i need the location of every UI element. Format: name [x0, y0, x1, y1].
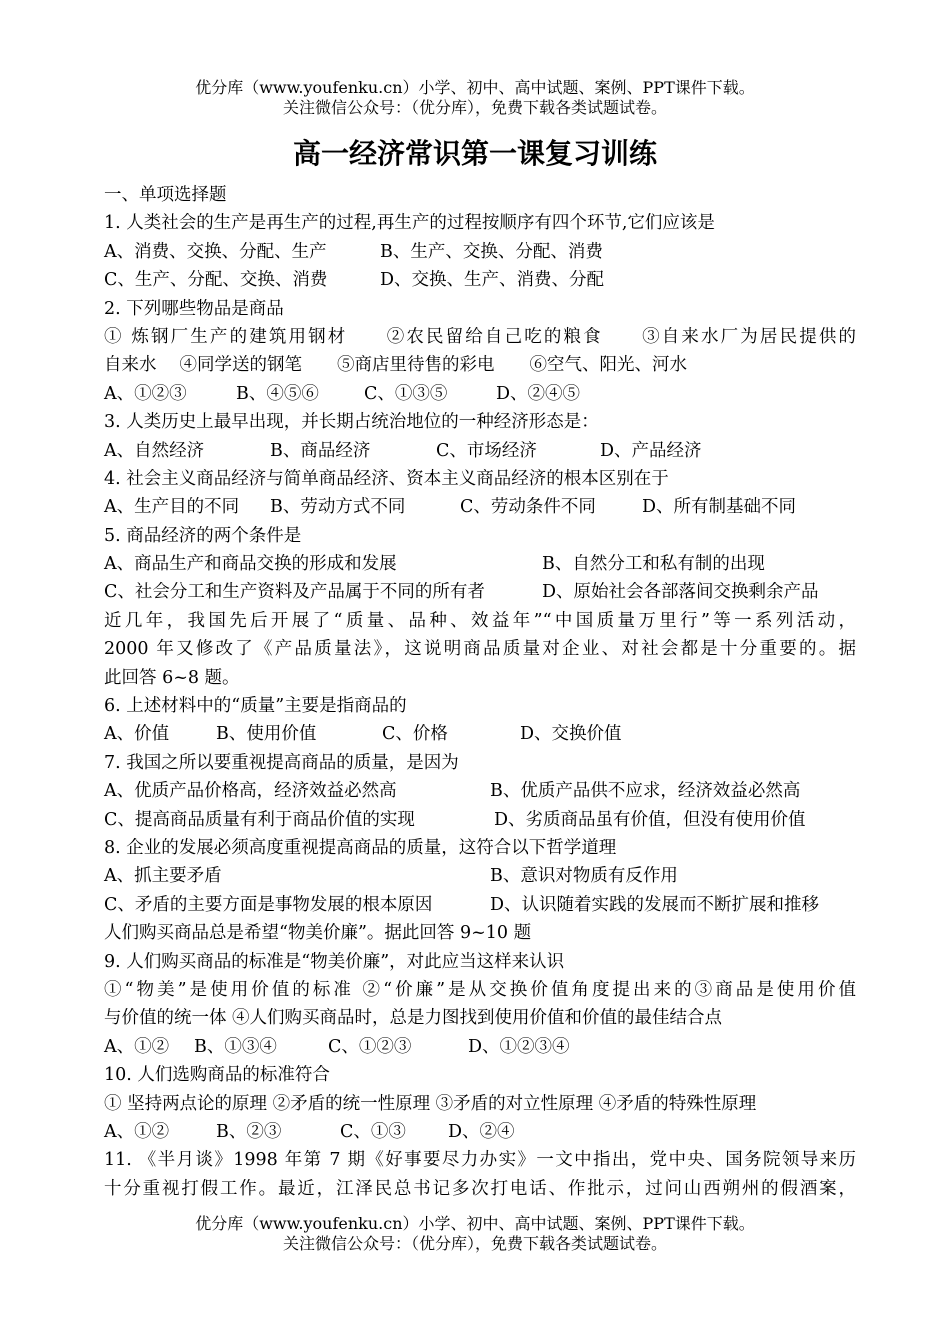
q9-stem: 9. 人们购买商品的标准是“物美价廉”，对此应当这样来认识: [104, 951, 565, 972]
q10-option-c: C、①③: [340, 1121, 406, 1142]
q2-items-line-2: 自来水 ④同学送的钢笔 ⑤商店里待售的彩电 ⑥空气、阳光、河水: [104, 355, 688, 376]
q7-options-row-2: [104, 806, 856, 834]
q9-items-line-1: ①“物美”是使用价值的标准 ②“价廉”是从交换价值角度提出来的③商品是使用价值: [104, 979, 856, 1000]
q3-option-a: A、自然经济: [104, 440, 205, 461]
q3-option-d: D、产品经济: [600, 440, 702, 461]
q5-options-row-1: [104, 550, 856, 578]
q5-option-b: B、自然分工和私有制的出现: [542, 554, 765, 575]
q2-stem: 2. 下列哪些物品是商品: [104, 298, 284, 319]
q8-option-d: D、认识随着实践的发展而不断扩展和推移: [490, 894, 820, 915]
material-1-line-1: 近几年，我国先后开展了“质量、品种、效益年”“中国质量万里行”等一系列活动，: [104, 610, 856, 631]
q6-option-c: C、价格: [382, 724, 448, 745]
q2-items-line-1: ① 炼钢厂生产的建筑用钢材 ②农民留给自己吃的粮食 ③自来水厂为居民提供的: [104, 326, 856, 347]
q7-option-a: A、优质产品价格高，经济效益必然高: [104, 781, 397, 802]
q4-option-c: C、劳动条件不同: [460, 497, 596, 518]
q3-stem: 3. 人类历史上最早出现，并长期占统治地位的一种经济形态是：: [104, 412, 599, 433]
q4-option-d: D、所有制基础不同: [642, 497, 797, 518]
q8-options-row-2: [104, 891, 856, 919]
q10-option-b: B、②③: [216, 1121, 282, 1142]
q2-option-d: D、②④⑤: [496, 383, 581, 404]
q9-option-d: D、①②③④: [468, 1036, 570, 1057]
q8-option-c: C、矛盾的主要方面是事物发展的根本原因: [104, 894, 433, 915]
q5-options-row-2: [104, 578, 856, 606]
header-line-2: 关注微信公众号：（优分库），免费下载各类试题试卷。: [282, 98, 667, 117]
q7-option-b: B、优质产品供不应求，经济效益必然高: [490, 781, 801, 802]
question-body: [104, 181, 856, 1203]
q7-stem: 7. 我国之所以要重视提高商品的质量，是因为: [104, 752, 459, 773]
q8-options-row-1: [104, 862, 856, 890]
q2-option-a: A、①②③: [104, 383, 187, 404]
q3-option-b: B、商品经济: [270, 440, 371, 461]
q11-line-1: 11. 《半月谈》1998 年第 7 期《好事要尽力办实》一文中指出，党中央、国务院领导来历: [104, 1150, 856, 1171]
q5-stem: 5. 商品经济的两个条件是: [104, 525, 302, 546]
material-2: 人们购买商品总是希望“物美价廉”。据此回答 9~10 题: [104, 923, 532, 944]
header-line-1: 优分库（www.youfenku.cn）小学、初中、高中试题、案例、PPT课件下载。: [195, 78, 755, 97]
q2-option-c: C、①③⑤: [364, 383, 448, 404]
section-heading: 一、单项选择题: [104, 185, 227, 205]
q1-option-a: A、消费、交换、分配、生产: [104, 241, 327, 262]
q7-options-row-1: [104, 777, 856, 805]
q1-options-row-2: [104, 266, 856, 294]
q10-stem: 10. 人们选购商品的标准符合: [104, 1065, 330, 1086]
q8-option-a: A、抓主要矛盾: [104, 866, 222, 887]
q11-line-2: 十分重视打假工作。最近，江泽民总书记多次打电话、作批示，过问山西朔州的假酒案，: [104, 1178, 856, 1199]
q3-options-row: [104, 437, 856, 465]
material-1-line-2: 2000 年又修改了《产品质量法》，这说明商品质量对企业、对社会都是十分重要的。据: [104, 639, 856, 660]
q4-option-b: B、劳动方式不同: [270, 497, 406, 518]
q8-stem: 8. 企业的发展必须高度重视提高商品的质量，这符合以下哲学道理: [104, 837, 617, 858]
q6-options-row: [104, 720, 856, 748]
q10-options-row: [104, 1118, 856, 1146]
q5-option-a: A、商品生产和商品交换的形成和发展: [104, 554, 397, 575]
footer-line-1: 优分库（www.youfenku.cn）小学、初中、高中试题、案例、PPT课件下载。: [195, 1214, 755, 1233]
q9-option-b: B、①③④: [194, 1036, 277, 1057]
q6-option-b: B、使用价值: [216, 724, 317, 745]
q5-option-c: C、社会分工和生产资料及产品属于不同的所有者: [104, 582, 485, 603]
q6-option-a: A、价值: [104, 724, 170, 745]
q10-option-d: D、②④: [448, 1121, 515, 1142]
q7-option-d: D、劣质商品虽有价值，但没有使用价值: [494, 809, 806, 830]
q10-option-a: A、①②: [104, 1121, 170, 1142]
q9-option-a: A、①②: [104, 1036, 170, 1057]
q1-options-row-1: [104, 238, 856, 266]
footer-line-2: 关注微信公众号：（优分库），免费下载各类试题试卷。: [282, 1234, 667, 1253]
q9-options-row: [104, 1033, 856, 1061]
q4-stem: 4. 社会主义商品经济与简单商品经济、资本主义商品经济的根本区别在于: [104, 468, 669, 489]
material-1-line-3: 此回答 6~8 题。: [104, 667, 240, 688]
q1-option-c: C、生产、分配、交换、消费: [104, 270, 328, 291]
q1-option-d: D、交换、生产、消费、分配: [380, 270, 605, 291]
q8-option-b: B、意识对物质有反作用: [490, 866, 678, 887]
q2-option-b: B、④⑤⑥: [236, 383, 319, 404]
q6-option-d: D、交换价值: [520, 724, 622, 745]
q2-options-row: [104, 380, 856, 408]
q6-stem: 6. 上述材料中的“质量”主要是指商品的: [104, 696, 407, 717]
q9-option-c: C、①②③: [328, 1036, 412, 1057]
q7-option-c: C、提高商品质量有利于商品价值的实现: [104, 809, 415, 830]
q1-stem: 1. 人类社会的生产是再生产的过程,再生产的过程按顺序有四个环节,它们应该是: [104, 213, 715, 234]
q3-option-c: C、市场经济: [436, 440, 537, 461]
q4-options-row: [104, 493, 856, 521]
q9-items-line-2: 与价值的统一体 ④人们购买商品时，总是力图找到使用价值和价值的最佳结合点: [104, 1008, 723, 1029]
page-title: 高一经济常识第一课复习训练: [292, 137, 657, 170]
q5-option-d: D、原始社会各部落间交换剩余产品: [542, 582, 819, 603]
q1-option-b: B、生产、交换、分配、消费: [380, 241, 603, 262]
q10-items: ① 坚持两点论的原理 ②矛盾的统一性原理 ③矛盾的对立性原理 ④矛盾的特殊性原理: [104, 1093, 757, 1114]
q4-option-a: A、生产目的不同: [104, 497, 240, 518]
